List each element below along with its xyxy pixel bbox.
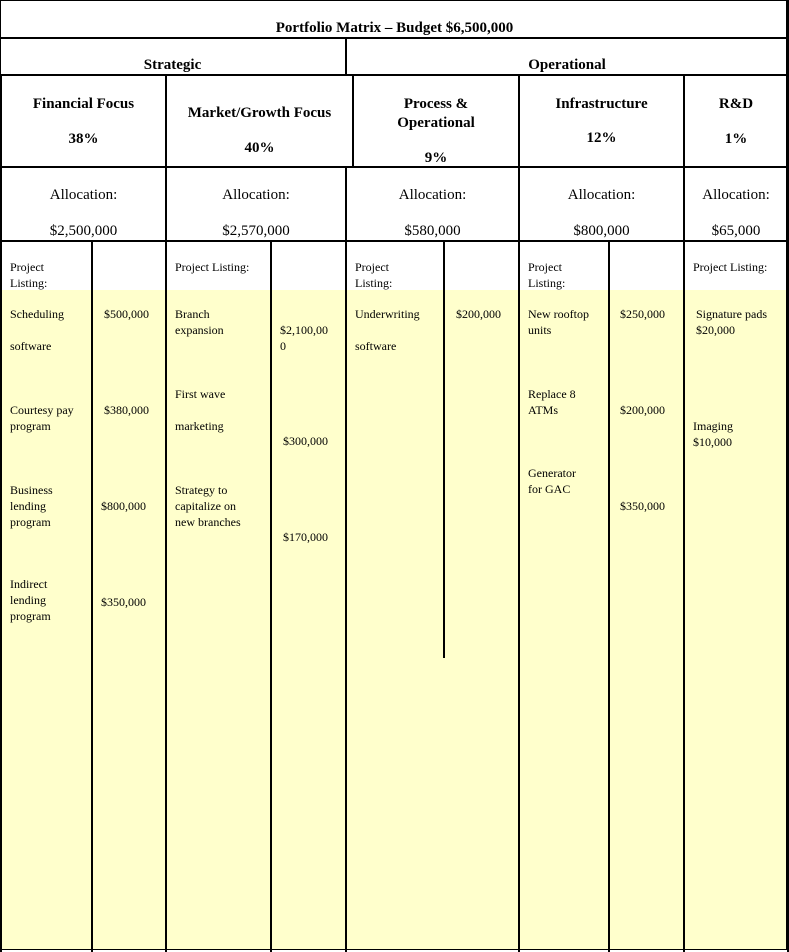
project-amount: $350,000 [101, 595, 146, 609]
project-name: First wave marketing [175, 387, 226, 433]
allocation-label: Allocation: [398, 187, 467, 203]
rule [608, 240, 610, 952]
project-name: Indirect lending program [10, 577, 51, 623]
allocation-label: Allocation: [49, 187, 118, 203]
project-name: Scheduling software [10, 307, 64, 353]
project-name: Strategy to capitalize on new branches [175, 483, 241, 529]
rule [345, 166, 347, 952]
rule [443, 240, 445, 658]
project-entry: Imaging $10,000 [693, 419, 733, 449]
project-amount: $380,000 [104, 403, 149, 417]
allocation-infrastructure: $800,000 [573, 223, 630, 239]
category-rd-name: R&D [718, 96, 754, 112]
rule [165, 74, 167, 952]
group-strategic: Strategic [143, 57, 202, 73]
allocation-process: $580,000 [404, 223, 461, 239]
project-name: Branch expansion [175, 307, 224, 337]
project-name: Courtesy pay program [10, 403, 74, 433]
allocation-label: Allocation: [222, 187, 290, 203]
category-market-name: Market/Growth Focus [187, 105, 332, 121]
project-amount: $200,000 [620, 403, 665, 417]
rule [0, 37, 789, 39]
rule [0, 74, 789, 76]
project-amount: $170,000 [283, 530, 328, 544]
allocation-financial: $2,500,000 [49, 223, 118, 239]
category-financial-name: Financial Focus [32, 96, 135, 112]
project-listing-label: Project Listing: [10, 260, 48, 290]
rule [0, 240, 789, 242]
project-amount: $250,000 [620, 307, 665, 321]
category-process-percent: 9% [424, 150, 448, 166]
rule [0, 74, 2, 952]
allocation-rd: $65,000 [711, 223, 761, 239]
allocation-label: Allocation: [702, 187, 770, 203]
category-infrastructure-percent: 12% [586, 130, 617, 146]
category-rd-percent: 1% [724, 131, 748, 147]
project-name: Underwriting software [355, 307, 420, 353]
allocation-label: Allocation: [567, 187, 636, 203]
project-listing-label: Project Listing: [693, 260, 768, 274]
rule [91, 240, 93, 952]
category-process-name: Process & Operational [397, 96, 475, 131]
project-name: Replace 8 ATMs [528, 387, 576, 417]
project-amount: $500,000 [104, 307, 149, 321]
rule [683, 74, 685, 952]
category-financial-percent: 38% [68, 131, 99, 147]
project-amount: $350,000 [620, 499, 665, 513]
project-listing-label: Project Listing: [355, 260, 393, 290]
category-market-percent: 40% [244, 140, 275, 156]
project-entry: Signature pads $20,000 [696, 307, 767, 337]
rule [518, 74, 520, 952]
project-listing-label: Project Listing: [175, 260, 250, 274]
page-title: Portfolio Matrix – Budget $6,500,000 [275, 20, 514, 36]
project-amount: $300,000 [283, 434, 328, 448]
project-name: New rooftop units [528, 307, 589, 337]
project-listing-label: Project Listing: [528, 260, 566, 290]
project-amount: $2,100,00 0 [280, 323, 328, 353]
project-amount: $800,000 [101, 499, 146, 513]
project-name: Business lending program [10, 483, 53, 529]
allocation-market: $2,570,000 [222, 223, 290, 239]
rule [270, 240, 272, 952]
group-operational: Operational [528, 57, 606, 73]
category-infrastructure-name: Infrastructure [555, 96, 648, 112]
project-name: Generator for GAC [528, 466, 576, 496]
project-amount: $200,000 [456, 307, 501, 321]
